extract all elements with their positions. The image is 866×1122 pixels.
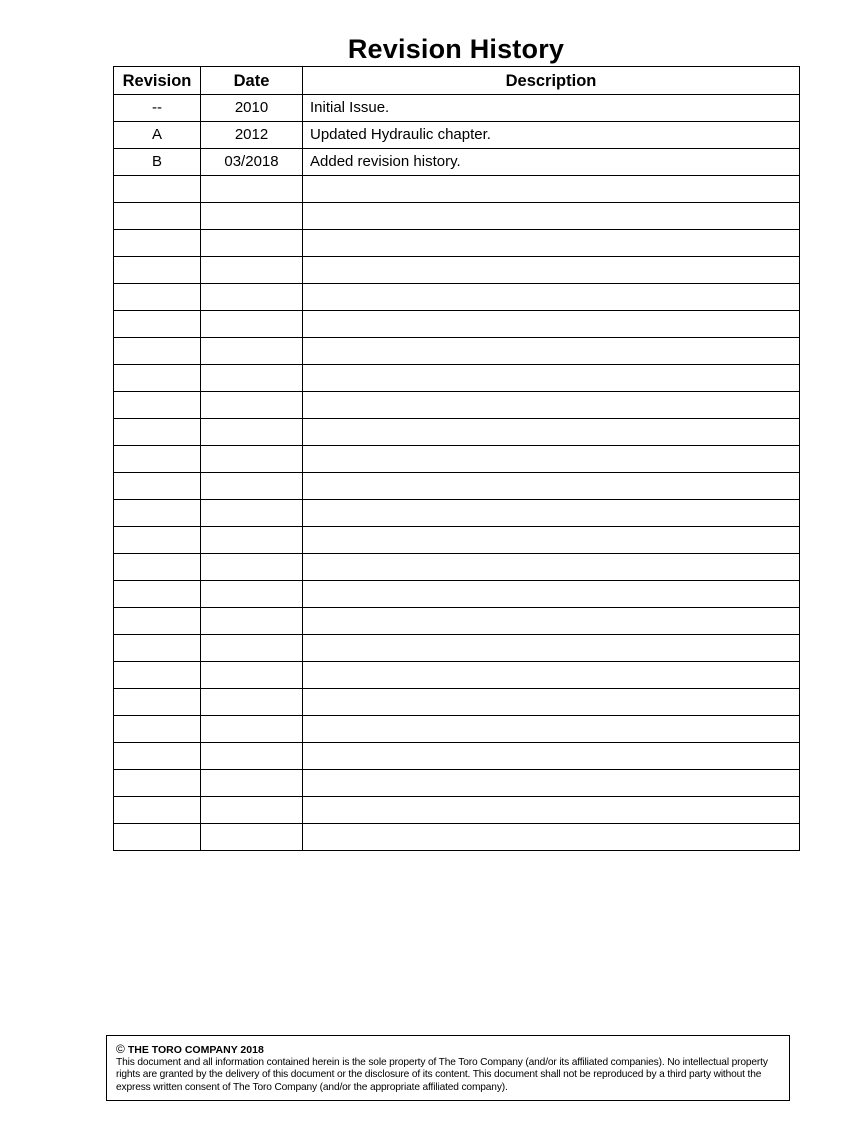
cell-date [201, 365, 303, 392]
cell-description [303, 527, 800, 554]
cell-revision [114, 284, 201, 311]
table-row [114, 257, 800, 284]
cell-date [201, 527, 303, 554]
cell-revision [114, 608, 201, 635]
cell-description [303, 743, 800, 770]
cell-date: 2012 [201, 122, 303, 149]
table-row [114, 662, 800, 689]
cell-date: 2010 [201, 95, 303, 122]
table-row [114, 716, 800, 743]
cell-revision [114, 230, 201, 257]
table-row [114, 311, 800, 338]
cell-description [303, 338, 800, 365]
cell-description [303, 662, 800, 689]
table-row [114, 284, 800, 311]
cell-revision [114, 689, 201, 716]
cell-revision [114, 446, 201, 473]
table-row [114, 608, 800, 635]
cell-description [303, 365, 800, 392]
cell-date [201, 230, 303, 257]
cell-date [201, 257, 303, 284]
cell-date [201, 635, 303, 662]
cell-date [201, 608, 303, 635]
cell-date [201, 338, 303, 365]
cell-revision [114, 743, 201, 770]
cell-date [201, 689, 303, 716]
table-row [114, 770, 800, 797]
cell-date [201, 716, 303, 743]
table-row [114, 446, 800, 473]
copyright-notice [106, 1035, 790, 1101]
cell-date [201, 446, 303, 473]
table-row [114, 635, 800, 662]
table-row [114, 203, 800, 230]
table-row [114, 824, 800, 851]
cell-date [201, 176, 303, 203]
table-row [114, 554, 800, 581]
cell-date [201, 770, 303, 797]
cell-description [303, 446, 800, 473]
cell-description [303, 311, 800, 338]
page-title: Revision History [347, 34, 565, 64]
cell-date [201, 203, 303, 230]
table-row [114, 419, 800, 446]
cell-revision [114, 392, 201, 419]
table-body [114, 95, 800, 851]
table-row [114, 95, 800, 122]
cell-date [201, 581, 303, 608]
table-row [114, 500, 800, 527]
cell-description: Added revision history. [303, 149, 800, 176]
cell-revision [114, 824, 201, 851]
cell-date [201, 500, 303, 527]
cell-description [303, 203, 800, 230]
cell-revision [114, 500, 201, 527]
cell-description [303, 176, 800, 203]
cell-description [303, 608, 800, 635]
cell-description [303, 716, 800, 743]
copyright-icon: © [116, 1042, 125, 1056]
cell-revision: A [114, 122, 201, 149]
cell-date [201, 797, 303, 824]
cell-description [303, 230, 800, 257]
cell-revision [114, 581, 201, 608]
copyright-body: This document and all information contained herein is the sole property of The Toro Company (and/or its affiliated companies). No intellectual property rights are granted by the delivery of this document or the disclosure of its content. This document shall not be reproduced by a third party without the express written consent of The Toro Company (and/or the appropriate affiliated company). [116, 1056, 768, 1093]
cell-description [303, 392, 800, 419]
cell-revision [114, 662, 201, 689]
cell-revision [114, 635, 201, 662]
cell-revision [114, 473, 201, 500]
column-header-description: Description [303, 67, 800, 95]
cell-revision [114, 527, 201, 554]
cell-revision [114, 770, 201, 797]
table-row [114, 176, 800, 203]
revision-history-table [113, 66, 800, 851]
column-header-revision: Revision [114, 67, 201, 95]
cell-description [303, 635, 800, 662]
cell-description [303, 473, 800, 500]
cell-date [201, 554, 303, 581]
cell-revision [114, 797, 201, 824]
cell-description: Initial Issue. [303, 95, 800, 122]
cell-date [201, 392, 303, 419]
cell-date [201, 311, 303, 338]
table-row [114, 473, 800, 500]
cell-date [201, 473, 303, 500]
table-row [114, 122, 800, 149]
copyright-heading [116, 1043, 780, 1057]
cell-date [201, 824, 303, 851]
table-row [114, 797, 800, 824]
cell-description [303, 689, 800, 716]
cell-description: Updated Hydraulic chapter. [303, 122, 800, 149]
cell-date [201, 743, 303, 770]
cell-date [201, 419, 303, 446]
table-row [114, 338, 800, 365]
cell-revision [114, 311, 201, 338]
cell-description [303, 500, 800, 527]
cell-description [303, 824, 800, 851]
copyright-heading-text: THE TORO COMPANY 2018 [127, 1044, 264, 1056]
cell-date [201, 662, 303, 689]
table-row [114, 581, 800, 608]
cell-revision: B [114, 149, 201, 176]
table-row [114, 527, 800, 554]
cell-description [303, 419, 800, 446]
cell-revision [114, 716, 201, 743]
cell-revision: -- [114, 95, 201, 122]
table-row [114, 230, 800, 257]
cell-description [303, 581, 800, 608]
cell-description [303, 257, 800, 284]
cell-date: 03/2018 [201, 149, 303, 176]
table-row [114, 743, 800, 770]
cell-revision [114, 419, 201, 446]
cell-description [303, 554, 800, 581]
cell-revision [114, 203, 201, 230]
table-row [114, 689, 800, 716]
cell-description [303, 770, 800, 797]
cell-revision [114, 554, 201, 581]
table-row [114, 365, 800, 392]
table-row [114, 392, 800, 419]
cell-revision [114, 176, 201, 203]
cell-revision [114, 338, 201, 365]
cell-revision [114, 365, 201, 392]
table-row [114, 149, 800, 176]
cell-description [303, 284, 800, 311]
cell-description [303, 797, 800, 824]
cell-revision [114, 257, 201, 284]
table-header-row [114, 67, 800, 95]
cell-date [201, 284, 303, 311]
column-header-date: Date [201, 67, 303, 95]
